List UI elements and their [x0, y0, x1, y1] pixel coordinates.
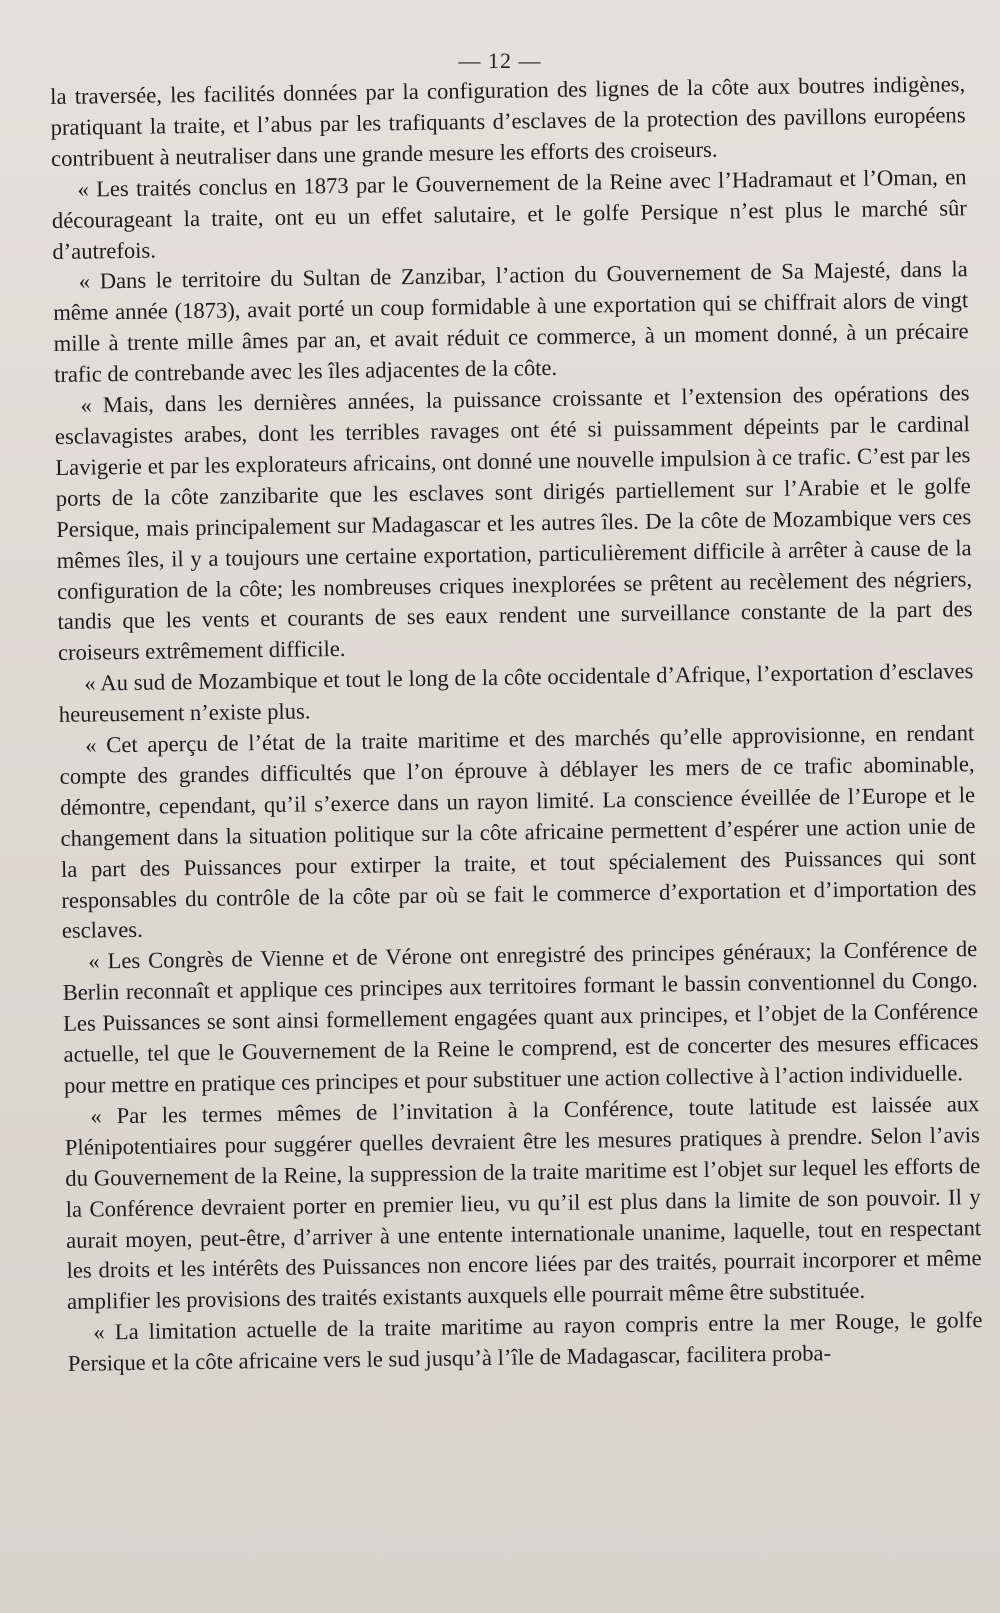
paragraph-continuation: la traversée, les facilités données par la configuration des lignes de la côte aux boutres indigènes, pratiquant la traite, et l’abus par les trafiquants d’esclaves de la protection des pavillons européens contribuent à neutraliser dans une grande mesure les efforts des croiseurs. [50, 71, 966, 171]
paragraph: « Les Congrès de Vienne et de Vérone ont enregistré des principes généraux; la Conférence de Berlin reconnaît et applique ces principes aux territoires formant le bassin conventionnel du Congo. Les Puissances se sont ainsi formellement engagées quant aux principes, et l’objet de la Conférence actuelle, tel que le Gouvernement de la Reine le comprend, est de concerter des mesures efficaces pour mettre en pratique ces principes et pour substituer une action collective à l’action individuelle. [62, 936, 979, 1098]
paragraph: « Dans le territoire du Sultan de Zanzibar, l’action du Gouvernement de Sa Majesté, dans la même année (1873), avait porté un coup formidable à une exportation qui se chiffrait alors de vingt mille à trente mille âmes par an, et avait réduit ce commerce, à un moment donné, à un précaire trafic de contrebande avec les îles adjacentes de la côte. [53, 256, 969, 388]
paragraph: « Mais, dans les dernières années, la puissance croissante et l’extension des opérations des esclavagistes arabes, dont les terribles ravages ont été si puissamment dépeints par le cardinal Lavigerie et par les explorateurs africains, ont donné une nouvelle impulsion à ce trafic. C’est par les ports de la côte zanzibarite que les esclaves sont dirigés partiellement sur l’Arabie et le golfe Persique, mais principalement sur Madagascar et les autres îles. De la côte de Mozambique vers ces mêmes îles, il y a toujours une certaine exportation, particulièrement difficile à arrêter à cause de la configuration de la côte; les nombreuses criques inexplorées se prêtent au recèlement des négriers, tandis que les vents et courants de ses eaux rendent une surveillance constante de la part des croiseurs extrêmement difficile. [54, 380, 973, 666]
paragraph: « Au sud de Mozambique et tout le long de la côte occidentale d’Afrique, l’exportation d’esclaves heureusement n’existe plus. [58, 658, 974, 728]
page-number: — 12 — [458, 48, 542, 73]
paragraph: « Les traités conclus en 1873 par le Gouvernement de la Reine avec l’Hadramaut et l’Oman, en décourageant la traite, ont eu un effet salutaire, et le golfe Persique n’est plus le marché sûr d’autrefois. [51, 163, 968, 264]
paragraph: « Par les termes mêmes de l’invitation à la Conférence, toute latitude est laissée aux Plénipotentiaires pour suggérer quelles devraient être les mesures pratiques à prendre. Selon l’avis du Gouvernement de la Reine, la suppression de la traite maritime est l’objet sur lequel les efforts de la Conférence devraient porter en premier lieu, vu qu’il est plus dans la limite de son pouvoir. Il y aurait moyen, peut-être, d’arriver à une entente internationale unanime, laquelle, tout en respectant les droits et les intérêts des Puissances non encore liées par des traités, pourrait incorporer et même amplifier les provisions des traités existants auxquels elle pourrait même être substituée. [64, 1091, 982, 1315]
paragraph: « La limitation actuelle de la traite maritime au rayon compris entre la mer Rouge, le golfe Persique et la côte africaine vers le sud jusqu’à l’île de Madagascar, facilitera proba- [67, 1307, 983, 1377]
body-text [50, 69, 983, 1380]
paragraph: « Cet aperçu de l’état de la traite maritime et des marchés qu’elle approvisionne, en rendant compte des grandes difficultés que l’on éprouve à déblayer les mers de ce trafic abominable, démontre, cependant, qu’il s’exerce dans un rayon limité. La conscience éveillée de l’Europe et le changement dans la situation politique sur la côte africaine permettent d’espérer une action unie de la part des Puissances pour extirper la traite, et tout spécialement des Puissances qui sont responsables du contrôle de la côte par où se fait le commerce d’exportation et d’importation des esclaves. [59, 720, 977, 944]
